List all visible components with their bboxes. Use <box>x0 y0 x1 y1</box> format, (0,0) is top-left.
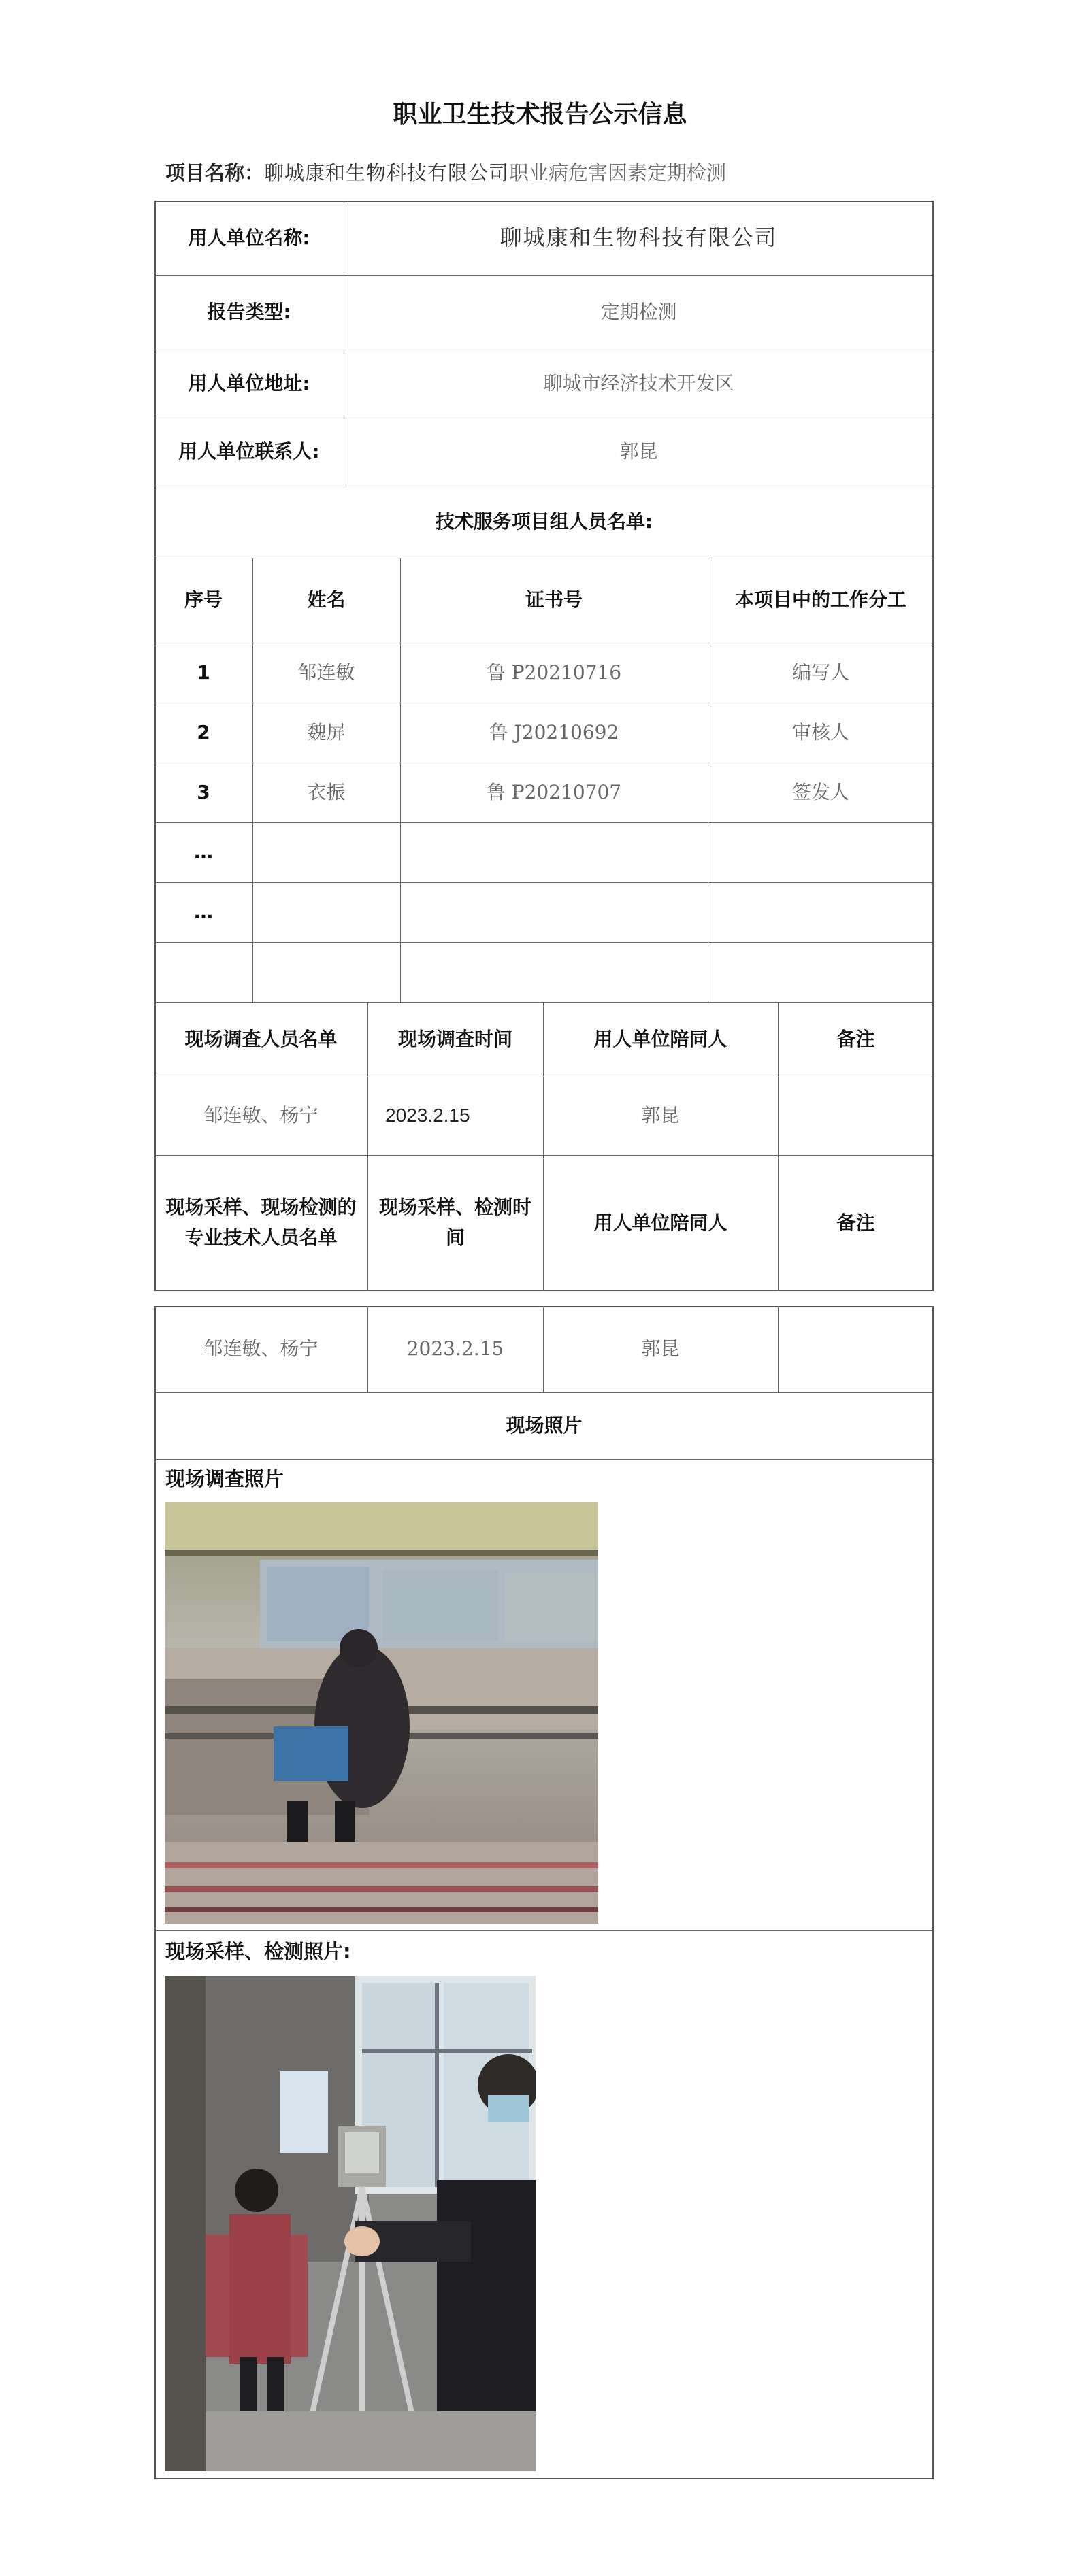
col-cert: 证书号 <box>525 588 583 612</box>
sampling-remark <box>778 1306 934 1392</box>
col-name: 姓名 <box>307 588 346 612</box>
survey-col-companion: 用人单位陪同人 <box>593 1027 727 1050</box>
report-type-label: 报告类型: <box>207 301 291 324</box>
row-cert: 鲁 P20210716 <box>486 660 622 684</box>
photos-header: 现场照片 <box>506 1414 583 1437</box>
project-company: 聊城康和生物科技有限公司 <box>264 161 510 184</box>
sampling-col-remark: 备注 <box>836 1211 875 1234</box>
row-seq: 2 <box>197 720 210 743</box>
sampling-col-staff: 现场采样、现场检测的专业技术人员名单 <box>165 1196 357 1249</box>
col-seq: 序号 <box>184 588 223 612</box>
sampling-photo-image <box>165 1976 536 2471</box>
unit-name-label: 用人单位名称: <box>188 226 310 249</box>
row-name: 魏屏 <box>307 720 346 743</box>
survey-time: 2023.2.15 <box>385 1105 470 1126</box>
row-seq: 3 <box>197 780 210 803</box>
survey-photo-label: 现场调查照片 <box>165 1467 284 1490</box>
project-name <box>165 158 726 186</box>
address-value: 聊城市经济技术开发区 <box>543 371 734 395</box>
survey-staff: 邹连敏、杨宁 <box>203 1104 318 1127</box>
col-role: 本项目中的工作分工 <box>734 588 906 612</box>
row-cert: 鲁 J20210692 <box>489 720 619 743</box>
row-role: 审核人 <box>791 720 849 743</box>
survey-col-staff: 现场调查人员名单 <box>184 1027 338 1050</box>
sampling-photo-label: 现场采样、检测照片: <box>165 1940 351 1963</box>
row-role: 签发人 <box>791 780 849 803</box>
address-label: 用人单位地址: <box>188 371 310 395</box>
survey-remark <box>778 1077 934 1155</box>
project-label: 项目名称： <box>165 161 265 184</box>
row-seq: 1 <box>197 660 210 684</box>
survey-photo <box>165 1502 598 1924</box>
survey-photo-image <box>165 1502 598 1924</box>
page-title: 职业卫生技术报告公示信息 <box>393 101 687 129</box>
row-cert: 鲁 P20210707 <box>486 780 622 803</box>
row-name: 邹连敏 <box>297 660 355 684</box>
contact-value: 郭昆 <box>619 439 658 463</box>
sampling-staff: 邹连敏、杨宁 <box>203 1337 318 1360</box>
row-name: 衣振 <box>307 780 346 803</box>
sampling-photo <box>165 1976 536 2471</box>
row-role: 编写人 <box>791 660 849 684</box>
survey-col-time: 现场调查时间 <box>397 1027 512 1050</box>
survey-companion: 郭昆 <box>641 1104 680 1127</box>
row-seq: … <box>194 900 213 923</box>
sampling-time: 2023.2.15 <box>406 1337 504 1360</box>
report-type-value: 定期检测 <box>600 301 677 324</box>
team-header: 技术服务项目组人员名单: <box>435 509 653 533</box>
row-seq: … <box>194 840 213 863</box>
project-suffix: 职业病危害因素定期检测 <box>509 161 727 184</box>
contact-label: 用人单位联系人: <box>178 439 320 463</box>
sampling-col-companion: 用人单位陪同人 <box>593 1211 727 1234</box>
unit-name-value: 聊城康和生物科技有限公司 <box>500 224 778 251</box>
sampling-col-time: 现场采样、检测时间 <box>378 1196 531 1249</box>
sampling-companion: 郭昆 <box>641 1337 680 1360</box>
survey-col-remark: 备注 <box>836 1027 875 1050</box>
